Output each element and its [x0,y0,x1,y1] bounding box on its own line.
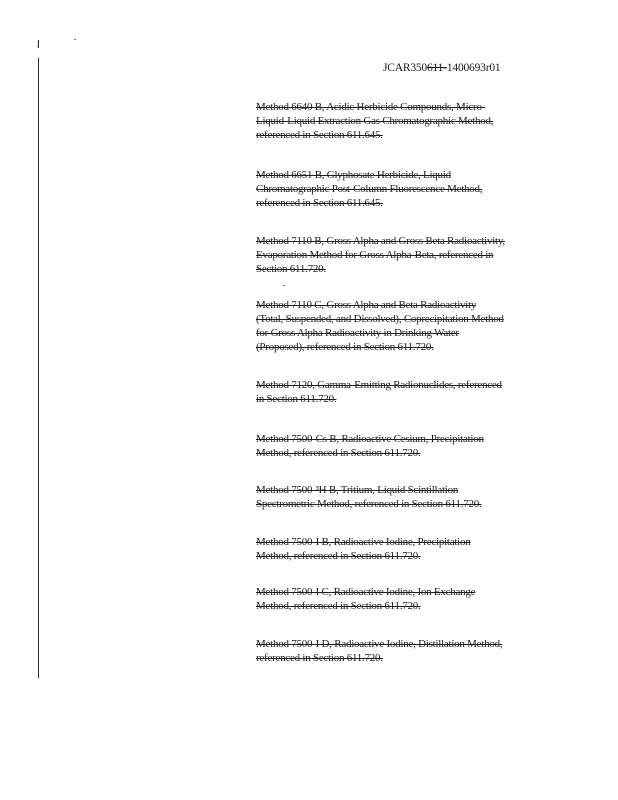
method-entry-line: Evaporation Method for Gross Alpha-Beta, referenced in [256,249,494,261]
method-entry-line: Method 6651 B, Glyphosate Herbicide, Liquid [256,169,451,181]
method-entry-line: (Proposed), referenced in Section 611.720. [256,341,434,353]
method-entry [256,535,556,563]
method-entry [256,585,556,613]
method-entry [256,298,556,354]
method-entry-line: Method 7110 C, Gross Alpha and Beta Radioactivity [256,299,477,311]
document-id [383,62,500,74]
method-entry [256,168,556,210]
method-entry-line: Spectrometric Method, referenced in Section 611.720. [256,498,482,510]
method-entry-line: Method 7500-I C, Radioactive Iodine, Ion Exchange [256,586,476,598]
method-entry-line: in Section 611.720. [256,393,337,405]
method-entry-line: Method 7110 B, Gross Alpha and Gross Beta Radioactivity, [256,235,505,247]
method-entry [256,637,556,665]
document-id-prefix: JCAR350 [383,62,427,74]
method-entry-line: Liquid-Liquid Extraction Gas Chromatographic Method, [256,115,494,127]
method-entry-line: Method, referenced in Section 611.720. [256,550,421,562]
method-entry [256,483,556,511]
method-entry-line: Method 6640 B, Acidic Herbicide Compounds, Micro- [256,101,486,113]
document-id-struck: 611- [426,62,447,74]
method-entry-line: Section 611.720. [256,263,326,275]
method-entry-line: Method 7500-Cs B, Radioactive Cesium, Precipitation [256,433,484,445]
method-entry-line: Method 7500-³H B, Tritium, Liquid Scintillation [256,484,459,496]
scan-speck [37,46,39,47]
method-entry-line: Method, referenced in Section 611.720. [256,447,421,459]
method-entry-line: (Total, Suspended, and Dissolved), Coprecipitation Method [256,313,504,325]
method-entry [256,100,556,142]
method-entry-line: Chromatographic Post-Column Fluorescence Method, [256,183,483,195]
method-entry-line: Method 7500-I D, Radioactive Iodine, Distillation Method, [256,638,503,650]
document-id-suffix: 1400693r01 [446,62,501,74]
scan-speck [283,285,285,286]
scan-speck [74,39,76,40]
method-entry-line: referenced in Section 611.720. [256,652,383,664]
margin-change-bar [38,58,39,678]
method-entry-line: Method, referenced in Section 611.720. [256,600,421,612]
method-entry-line: Method 7500-I B, Radioactive Iodine, Precipitation [256,536,471,548]
method-entry [256,432,556,460]
method-entry [256,234,556,276]
method-entry [256,378,556,406]
method-entry-line: for Gross Alpha Radioactivity in Drinking Water [256,327,459,339]
method-entry-line: Method 7120, Gamma-Emitting Radionuclides, referenced [256,379,502,391]
method-entry-line: referenced in Section 611.645. [256,129,383,141]
method-entry-line: referenced in Section 611.645. [256,197,383,209]
